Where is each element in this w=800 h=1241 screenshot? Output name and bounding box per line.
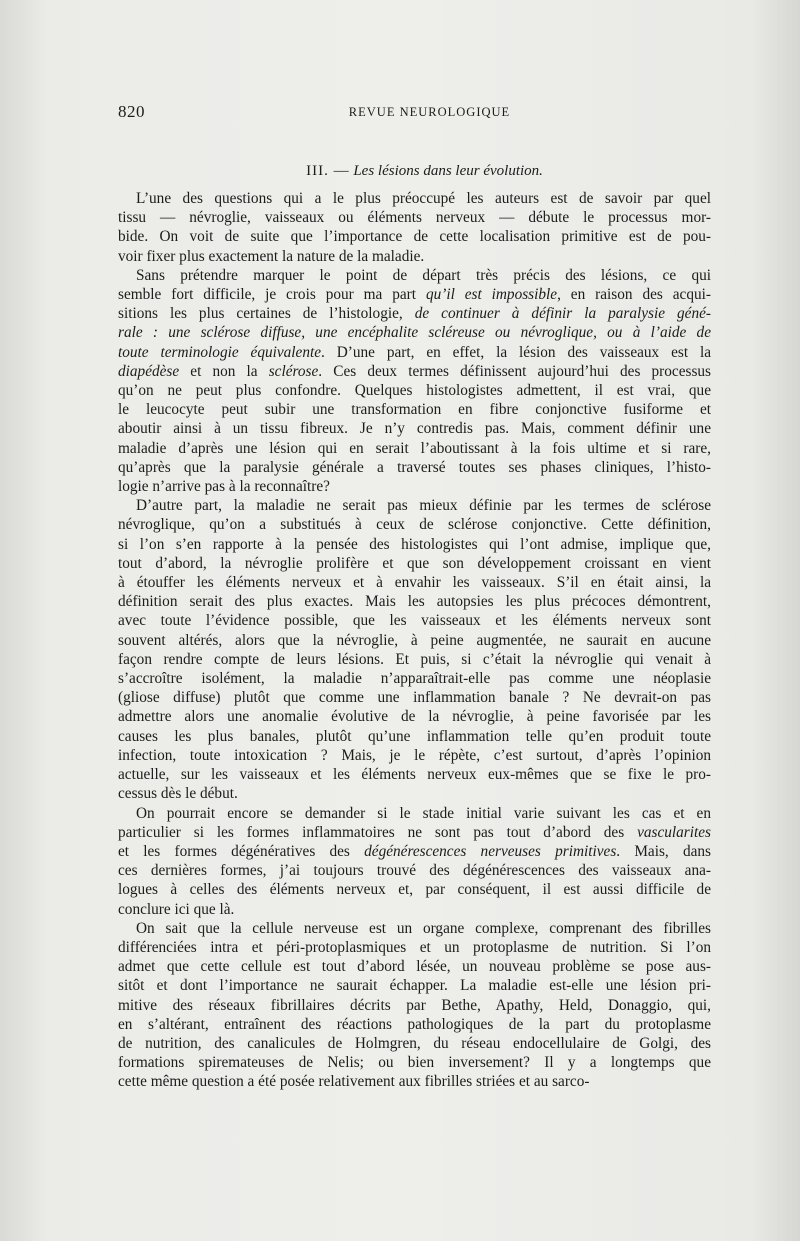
- text-line: mitive des réseaux fibrillaires décrits par Bethe, Apathy, Held, Donaggio, qui,: [118, 996, 711, 1014]
- text-line: et les formes dégénératives des dégénérescences nerveuses primitives. Mais, dans: [118, 842, 712, 860]
- text-line: souvent altérés, alors que la névroglie, à peine augmentée, ne saurait en aucune: [118, 631, 711, 649]
- paragraph-1: [118, 189, 711, 266]
- text-line: Sans prétendre marquer le point de départ très précis des lésions, ce qui: [136, 266, 711, 284]
- text-line: actuelle, sur les vaisseaux et les éléments nerveux eux-mêmes que se fixe le pro-: [118, 766, 711, 784]
- text-line: (gliose diffuse) plutôt que comme une inflammation banale ? Ne devrait-on pas: [118, 689, 711, 707]
- text-line: cessus dès le début.: [118, 785, 238, 803]
- text-line: tissu — névroglie, vaisseaux ou éléments nerveux — débute le processus mor-: [118, 209, 711, 227]
- text-line: ces dernières formes, j’ai toujours trouvé des dégénérescences des vaisseaux ana-: [118, 862, 711, 880]
- text-line: voir fixer plus exactement la nature de la maladie.: [118, 247, 425, 265]
- text-line: à étouffer les éléments nerveux et à envahir les vaisseaux. S’il en était ainsi, la: [118, 574, 711, 592]
- page-number: 820: [118, 102, 145, 121]
- text-line: névroglique, qu’on a substitués à ceux de sclérose conjonctive. Cette définition,: [118, 516, 711, 534]
- text-line: admet que cette cellule est tout d’abord lésée, un nouveau problème se pose aus-: [118, 958, 711, 976]
- text-line: qu’on ne peut plus confondre. Quelques histologistes admettent, il est vrai, que: [118, 382, 711, 400]
- text-line: toute terminologie équivalente. D’une part, en effet, la lésion des vaisseaux est la: [118, 343, 711, 361]
- text-line: le leucocyte peut subir une transformation en fibre conjonctive fusiforme et: [118, 401, 711, 419]
- text-line: conclure ici que là.: [118, 900, 235, 918]
- text-line: logie n’arrive pas à la reconnaître?: [118, 478, 330, 496]
- text-line: formations spiremateuses de Nelis; ou bien inversement? Il y a longtemps que: [118, 1054, 711, 1072]
- text-line: On sait que la cellule nerveuse est un organe complexe, comprenant des fibrilles: [136, 919, 711, 937]
- body-text: [118, 189, 711, 1092]
- section-title: Les lésions dans leur évolution.: [353, 163, 543, 179]
- text-line: de nutrition, des canalicules de Holmgren, du réseau endocellulaire de Golgi, des: [118, 1034, 711, 1052]
- text-line: définition serait des plus exactes. Mais les autopsies les plus précoces démontrent,: [118, 593, 711, 611]
- text-line: aboutir ainsi à un tissu fibreux. Je n’y contredis pas. Mais, comment définir une: [118, 420, 711, 438]
- paragraph-3: [118, 496, 711, 803]
- text-line: qu’après que la paralysie générale a traversé toutes ses phases cliniques, l’histo-: [118, 458, 711, 476]
- text-line: différenciées intra et péri-protoplasmiques et un protoplasme de nutrition. Si l’on: [118, 938, 711, 956]
- text-line: diapédèse et non la sclérose. Ces deux termes définissent aujourd’hui des processus: [118, 362, 712, 380]
- text-line: tout d’abord, la névroglie prolifère et que son développement croissant en vient: [118, 554, 711, 572]
- section-heading: [118, 163, 721, 180]
- text-line: L’une des questions qui a le plus préoccupé les auteurs est de savoir par quel: [136, 190, 711, 207]
- paragraph-2: [118, 266, 711, 496]
- text-line: semble fort difficile, je crois pour ma part qu’il est impossible, en raison des acqui-: [118, 286, 711, 304]
- text-line: particulier si les formes inflammatoires ne sont pas tout d’abord des vascularites: [118, 823, 711, 841]
- text-line: admettre alors une anomalie évolutive de la névroglie, à peine favorisée par les: [118, 708, 711, 726]
- paragraph-5: [118, 919, 711, 1092]
- text-line: s’accroître isolément, la maladie n’apparaîtrait-elle pas comme une néoplasie: [118, 670, 711, 688]
- text-line: en s’altérant, entraînent des réactions pathologiques de la part du protoplasme: [118, 1015, 711, 1033]
- section-numeral: III. —: [306, 163, 350, 179]
- text-line: maladie d’après une lésion qui en serait l’aboutissant à la fois ultime et si rare,: [118, 439, 711, 457]
- text-line: On pourrait encore se demander si le stade initial varie suivant les cas et en: [136, 804, 711, 822]
- text-line: causes les plus banales, plutôt qu’une inflammation telle qu’en produit toute: [118, 727, 711, 745]
- paragraph-4: [118, 804, 711, 919]
- text-line: cette même question a été posée relativement aux fibrilles striées et au sarco-: [118, 1073, 590, 1091]
- running-head: [118, 102, 711, 124]
- text-line: rale : une sclérose diffuse, une encéphalite scléreuse ou névroglique, ou à l’aide de: [118, 324, 711, 342]
- text-line: logues à celles des éléments nerveux et, par conséquent, il est aussi difficile de: [118, 881, 711, 899]
- text-line: façon rendre compte de leurs lésions. Et puis, si c’était la névroglie qui venait à: [118, 650, 711, 668]
- journal-title: REVUE NEUROLOGIQUE: [348, 105, 511, 119]
- text-line: infection, toute intoxication ? Mais, je le répète, c’est surtout, d’après l’opinion: [118, 746, 711, 764]
- text-line: sitôt et dont l’importance ne saurait échapper. La maladie est-elle une lésion pri-: [118, 977, 711, 995]
- text-line: D’autre part, la maladie ne serait pas mieux définie par les termes de sclérose: [136, 497, 711, 515]
- text-line: si l’on s’en rapporte à la pensée des histologistes qui l’ont admise, implique que,: [118, 535, 711, 553]
- text-line: bide. On voit de suite que l’importance de cette localisation primitive est de pou-: [118, 228, 711, 246]
- text-line: avec toute l’évidence possible, que les vaisseaux et les éléments nerveux sont: [118, 612, 711, 630]
- text-line: sitions les plus certaines de l’histologie, de continuer à définir la paralysie géné-: [118, 305, 711, 323]
